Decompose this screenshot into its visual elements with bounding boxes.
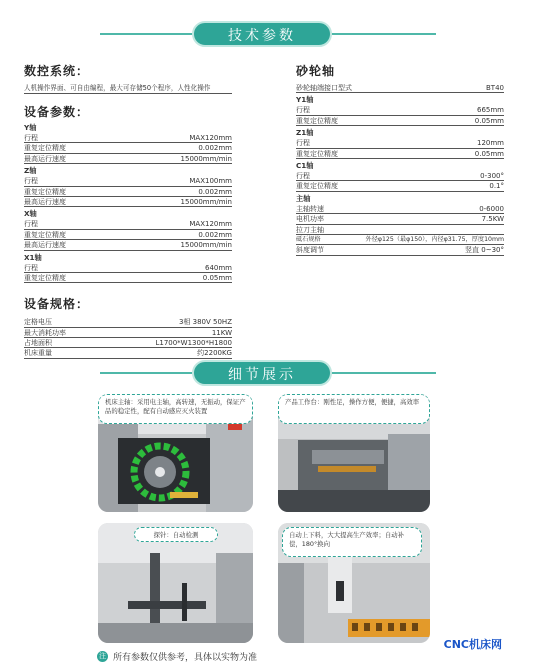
row-label: 行程 [296,171,310,180]
details-title: 细节展示 [192,360,332,386]
row-label: 行程 [24,220,38,229]
row-label: 重复定位精度 [24,187,66,196]
row-label: 重复定位精度 [296,149,338,158]
row-label: 行程 [24,263,38,272]
equipment-axes [24,123,232,283]
axis-name: Y轴 [24,123,37,132]
axis-name: X轴 [24,209,37,219]
row-value: 15000mm/min [180,197,232,206]
right-spec-column [296,62,504,256]
row-value: 约2200KG [197,349,232,358]
row-label: 行程 [24,134,38,142]
brand-logo: CNC机床网 [443,638,502,651]
row-value: 0.002mm [198,144,232,153]
row-value: BT40 [486,84,504,92]
row-value: 15000mm/min [180,154,232,163]
row-label: 砂轮轴端接口型式 [296,84,352,92]
table-row [296,204,504,214]
row-value: L1700*W1300*H1800 [155,339,232,348]
axis-name: Y1轴 [296,95,314,105]
table-row [296,181,504,191]
row-label: 重复定位精度 [296,182,338,191]
table-row [24,240,232,250]
table-row [296,245,504,255]
spec-title: 设备规格： [24,297,90,312]
table-row [296,149,504,159]
axis-name: Z1轴 [296,128,314,138]
table-row [24,230,232,240]
row-value: 外径φ125（最φ150），内径φ31.75，厚度10mm [365,235,504,243]
detail-card-probe [98,523,253,643]
row-label: 最高运行速度 [24,154,66,163]
row-label: 最大消耗功率 [24,328,66,337]
row-value: 3相 380V 50HZ [178,318,232,327]
row-label: 重复定位精度 [24,273,66,282]
row-value: 0.05mm [474,149,504,158]
row-value: 665mm [477,106,504,115]
table-row [296,214,504,224]
cnc-desc: 人机操作界面、可自由编程，最大可存储50个程序，人性化操作 [24,82,232,94]
spindle-caption: 机床主轴：采用电主轴，高转速，无振动，保证产品的稳定性，配有自动感应灭火装置 [98,394,253,424]
header-line-right [332,372,436,374]
table-row [24,154,232,164]
header-line-left [100,372,192,374]
wheel-title: 砂轮轴 [296,64,336,78]
row-value: 0.002mm [198,187,232,196]
worktable-caption: 产品工作台：刚性足，操作方便，便捷，高效率 [278,394,430,424]
probe-caption: 探针：自动检测 [134,527,218,542]
table-row [296,171,504,181]
table-row [296,105,504,115]
row-label: 行程 [24,177,38,186]
table-row [24,328,232,338]
row-label: 机床重量 [24,349,52,358]
table-row [24,273,232,283]
table-row [24,263,232,273]
row-value: 120mm [477,139,504,148]
autoload-caption: 自动上下料，大大提高生产效率；自动补偿，180°换向 [282,527,422,557]
row-value: MAX100mm [189,177,232,186]
table-row [24,338,232,348]
row-label: 最高运行速度 [24,197,66,206]
row-value: 竖直 0~30° [465,246,504,255]
row-value: 0.1° [489,182,504,191]
row-value: 0.05mm [474,116,504,125]
table-row [296,83,504,93]
row-label: 拉刀主轴 [296,225,324,234]
spec-table [24,317,232,359]
row-label: 占地面积 [24,339,52,348]
row-value: 0.002mm [198,230,232,239]
row-label: 主轴转速 [296,204,324,213]
tech-params-header [0,19,538,49]
tech-params-title: 技术参数 [192,21,332,47]
table-row [296,235,504,245]
table-row [24,143,232,153]
axis-name: X1轴 [24,252,42,262]
header-line-left [100,33,192,35]
row-value: 0-300° [480,171,504,180]
left-spec-column [24,62,232,359]
equipment-title: 设备参数： [24,105,90,119]
detail-card-autoload [278,523,430,643]
details-header [0,358,538,388]
table-row [24,176,232,186]
row-label: 最高运行速度 [24,241,66,250]
footer-note [97,650,257,663]
row-label: 行程 [296,139,310,148]
row-label: 重复定位精度 [24,144,66,153]
row-value: 0.05mm [202,273,232,282]
cnc-title: 数控系统： [24,64,90,78]
row-label: 砥石规格 [296,235,321,243]
table-row [24,187,232,197]
row-label: 定格电压 [24,318,52,327]
footer-note-text: 所有参数仅供参考，具体以实物为准 [113,653,258,663]
row-label: 电机功率 [296,215,324,224]
table-row [24,317,232,327]
detail-card-worktable [278,394,430,512]
row-label: 重复定位精度 [24,230,66,239]
table-row [24,197,232,207]
axis-name: Z轴 [24,166,37,176]
table-row [296,138,504,148]
row-label: 重复定位精度 [296,116,338,125]
note-icon: 注 [99,652,106,660]
row-value: 11KW [211,328,232,337]
axis-name: C1轴 [296,160,314,170]
row-value: 640mm [205,263,232,272]
table-row [24,133,232,143]
row-label: 斜度调节 [296,246,324,255]
table-row [24,219,232,229]
row-value: 0-6000 [479,204,504,213]
row-value: 7.5KW [481,215,504,224]
table-row [296,116,504,126]
table-row [296,225,504,235]
row-label: 行程 [296,106,310,115]
row-value: 15000mm/min [180,241,232,250]
row-value: MAX120mm [189,134,232,142]
axis-name: 主轴 [296,193,311,203]
detail-card-spindle [98,394,253,512]
row-value: MAX120mm [189,220,232,229]
header-line-right [332,33,436,35]
